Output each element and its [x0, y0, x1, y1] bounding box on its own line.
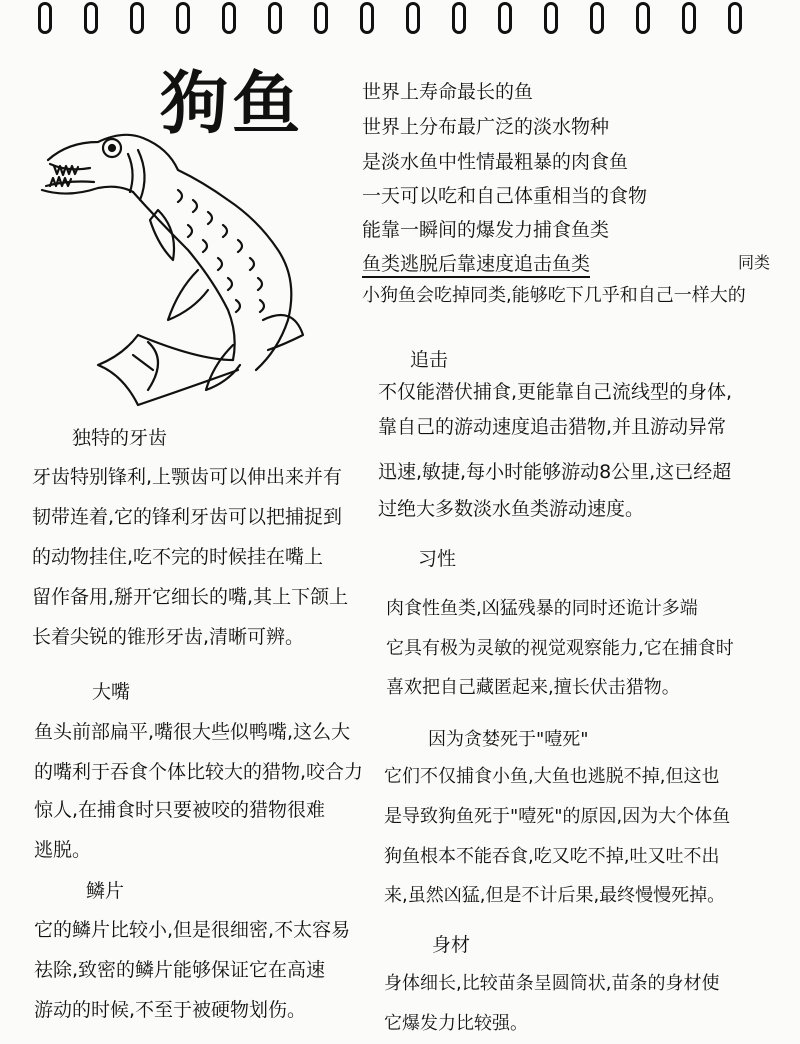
scales-line: 祛除,致密的鳞片能够保证它在高速 [34, 959, 326, 981]
binding-ring [728, 2, 742, 34]
binding-ring [406, 2, 420, 34]
habit-line: 它具有极为灵敏的视觉观察能力,它在捕食时 [386, 638, 734, 659]
mouth-line: 逃脱。 [34, 839, 92, 861]
binding-ring [636, 2, 650, 34]
scales-line: 游动的时候,不至于被硬物划伤。 [34, 999, 307, 1021]
habit-line: 喜欢把自己藏匿起来,擅长伏击猎物。 [386, 677, 680, 698]
binding-ring [682, 2, 696, 34]
mouth-line: 鱼头前部扁平,嘴很大些似鸭嘴,这么大 [34, 721, 351, 743]
binding-ring [268, 2, 282, 34]
teeth-line: 长着尖锐的锥形牙齿,清晰可辨。 [32, 626, 305, 648]
greed-line: 狗鱼根本不能吞食,吃又吃不掉,吐又吐不出 [384, 846, 720, 867]
intro-line: 鱼类逃脱后靠速度追击鱼类 [362, 252, 590, 278]
mouth-line: 的嘴利于吞食个体比较大的猎物,咬合力 [34, 761, 364, 783]
intro-line: 是淡水鱼中性情最粗暴的肉食鱼 [362, 151, 629, 173]
teeth-line: 牙齿特别锋利,上颚齿可以伸出来并有 [32, 466, 343, 488]
same-kind-text: 小狗鱼会吃掉同类,能够吃下几乎和自己一样大的 [362, 285, 746, 306]
body-line: 身体细长,比较苗条呈圆筒状,苗条的身材使 [384, 973, 720, 994]
chase-heading: 追击 [410, 349, 449, 371]
binding-ring [590, 2, 604, 34]
mouth-line: 惊人,在捕食时只要被咬的猎物很难 [34, 799, 326, 821]
chase-line: 不仅能潜伏捕食,更能靠自己流线型的身体, [378, 381, 733, 403]
binding-ring [84, 2, 98, 34]
binding-ring [130, 2, 144, 34]
chase-line: 迅速,敏捷,每小时能够游动8公里,这已经超 [378, 461, 732, 483]
binding-ring [360, 2, 374, 34]
binding-ring [452, 2, 466, 34]
chase-line: 过绝大多数淡水鱼类游动速度。 [378, 498, 645, 520]
scales-line: 它的鳞片比较小,但是很细密,不太容易 [34, 919, 351, 941]
greed-line: 是导致狗鱼死于"噎死"的原因,因为大个体鱼 [384, 806, 731, 827]
teeth-heading: 独特的牙齿 [72, 427, 168, 449]
greed-line: 它们不仅捕食小鱼,大鱼也逃脱不掉,但这也 [384, 766, 720, 787]
intro-line: 世界上寿命最长的鱼 [362, 81, 534, 103]
teeth-line: 的动物挂住,吃不完的时候挂在嘴上 [32, 546, 324, 568]
teeth-line: 韧带连着,它的锋利牙齿可以把捕捉到 [32, 506, 343, 528]
greed-heading: 因为贪婪死于"噎死" [428, 729, 589, 750]
intro-line: 一天可以吃和自己体重相当的食物 [362, 185, 648, 207]
spiral-binding [0, 0, 800, 40]
habit-heading: 习性 [418, 548, 457, 570]
binding-ring [314, 2, 328, 34]
page-title: 狗鱼 [160, 64, 305, 144]
scales-heading: 鳞片 [86, 880, 125, 902]
chase-line: 靠自己的游动速度追击猎物,并且游动异常 [378, 416, 727, 438]
same-kind-label: 同类 [738, 253, 771, 272]
binding-ring [38, 2, 52, 34]
binding-ring [176, 2, 190, 34]
binding-ring [222, 2, 236, 34]
body-heading: 身材 [432, 934, 471, 956]
body-line: 它爆发力比较强。 [384, 1013, 528, 1034]
binding-ring [498, 2, 512, 34]
intro-line: 能靠一瞬间的爆发力捕食鱼类 [362, 219, 610, 241]
greed-line: 来,虽然凶猛,但是不计后果,最终慢慢死掉。 [384, 885, 726, 906]
teeth-line: 留作备用,掰开它细长的嘴,其上下颌上 [32, 586, 349, 608]
intro-line: 世界上分布最广泛的淡水物种 [362, 116, 610, 138]
binding-ring [544, 2, 558, 34]
mouth-heading: 大嘴 [92, 681, 131, 703]
habit-line: 肉食性鱼类,凶猛残暴的同时还诡计多端 [386, 598, 698, 619]
pike-fish-illustration [28, 120, 338, 410]
